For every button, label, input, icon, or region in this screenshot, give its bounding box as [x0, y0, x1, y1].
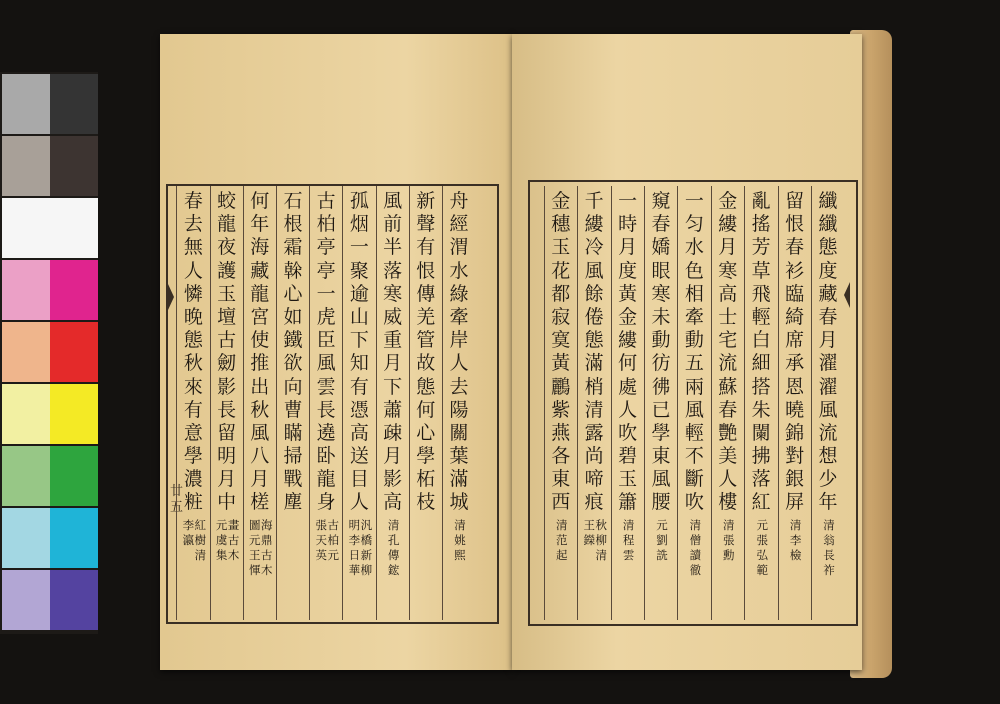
poem-attribution: 清 程 雲 [622, 518, 635, 562]
poem-attribution: 清 李 檢 [789, 518, 802, 562]
color-patch [50, 260, 98, 320]
poem-line: 舟 經 渭 水 綠 牽 岸 人 去 陽 關 葉 滿 城 [449, 190, 469, 514]
column-rule [442, 186, 443, 620]
color-patch [50, 136, 98, 196]
color-patch [2, 508, 50, 568]
poem-line: 亂 搖 芳 草 飛 輕 白 細 搭 朱 闌 拂 落 紅 [751, 190, 771, 514]
color-patch [50, 446, 98, 506]
column-rule [778, 186, 779, 620]
poem-attribution: 秋 柳 清 [595, 518, 607, 562]
poem-line: 金 縷 月 寒 高 士 宅 流 蘇 春 艷 美 人 樓 [718, 190, 738, 514]
poem-attribution: 古 柏 元 [327, 518, 339, 562]
poem-line: 古 柏 亭 亭 一 虎 臣 風 雲 長 遶 卧 龍 身 [316, 190, 336, 514]
poem-attribution: 清 翁 長 祚 [823, 518, 835, 577]
color-patch [2, 322, 50, 382]
poem-line: 新 聲 有 恨 傳 羌 管 故 態 何 心 學 柘 枝 [416, 190, 436, 514]
color-patch [50, 322, 98, 382]
column-rule [544, 186, 545, 620]
poem-line: 金 穗 玉 花 都 寂 寞 黃 鸝 紫 燕 各 東 西 [551, 190, 571, 514]
column-rule [744, 186, 745, 620]
color-patch [2, 570, 50, 630]
column-rule [409, 186, 410, 620]
color-patch [2, 198, 50, 258]
color-calibration-card [0, 72, 98, 634]
column-rule [677, 186, 678, 620]
poem-line: 春 去 無 人 憐 晚 態 秋 來 有 意 學 濃 粧 [183, 190, 203, 514]
color-patch [50, 508, 98, 568]
color-patch [50, 74, 98, 134]
poem-line: 留 恨 春 衫 臨 綺 席 承 恩 曉 錦 對 銀 屏 [785, 190, 805, 514]
poem-line: 窺 春 嬌 眼 寒 未 動 彷 彿 已 學 東 風 腰 [651, 190, 671, 514]
poem-attribution: 清 孔 傳 鋐 [387, 518, 400, 577]
color-patch [2, 260, 50, 320]
poem-attribution: 清 范 起 [556, 518, 568, 562]
color-patch [2, 74, 50, 134]
poem-attribution: 畫 古 木 [227, 518, 240, 562]
poem-line: 纖 纖 態 度 藏 春 月 濯 濯 風 流 想 少 年 [818, 190, 838, 514]
poem-attribution: 清 僧 讀 徹 [689, 518, 702, 577]
poem-line: 一 匀 水 色 相 牽 動 五 兩 風 輕 不 斷 吹 [684, 190, 704, 514]
column-rule [711, 186, 712, 620]
poem-line: 何 年 海 藏 龍 宮 使 推 出 秋 風 八 月 槎 [250, 190, 270, 514]
poem-line: 風 前 半 落 寒 威 重 月 下 蕭 疎 月 影 高 [383, 190, 403, 514]
color-patch [50, 384, 98, 444]
poem-attribution: 王 鑅 [583, 518, 595, 547]
poem-attribution: 海 鼎 古 木 [261, 518, 273, 577]
column-rule [309, 186, 310, 620]
color-patch [2, 446, 50, 506]
poem-attribution: 紅 樹 清 [194, 518, 207, 562]
poem-line: 石 根 霜 榦 心 如 鐵 欲 向 曹 瞞 掃 戰 塵 [283, 190, 303, 514]
fishtail-mark [844, 282, 850, 308]
poem-attribution: 清 張 勳 [723, 518, 735, 562]
poem-line: 蛟 龍 夜 護 玉 壇 古 劒 影 長 留 明 月 中 [217, 190, 237, 514]
poem-attribution: 元 虞 集 [215, 518, 228, 562]
poem-attribution: 張 天 英 [315, 518, 327, 562]
poem-attribution: 汎 橋 新 柳 [360, 518, 373, 577]
poem-attribution: 李 瀛 [182, 518, 195, 547]
column-rule [577, 186, 578, 620]
poem-attribution: 明 李 日 華 [348, 518, 361, 577]
poem-line: 一 時 月 度 黃 金 縷 何 處 人 吹 碧 玉 簫 [618, 190, 638, 514]
color-patch [2, 384, 50, 444]
color-patch [50, 198, 98, 258]
column-rule [176, 186, 177, 620]
leaf-number: 廿五 [170, 484, 184, 515]
color-patch [50, 570, 98, 630]
poem-line: 孤 烟 一 聚 逾 山 下 知 有 憑 高 送 目 人 [349, 190, 369, 514]
poem-attribution: 元 劉 詵 [656, 518, 668, 562]
poem-attribution: 清 姚 熙 [454, 518, 466, 562]
color-patch [2, 136, 50, 196]
poem-attribution: 元 張 弘 範 [756, 518, 768, 577]
column-rule [811, 186, 812, 620]
poem-line: 千 縷 冷 風 餘 倦 態 滿 梢 清 露 尚 啼 痕 [584, 190, 604, 514]
column-rule [644, 186, 645, 620]
poem-attribution: 圖 元 王 惲 [249, 518, 261, 577]
fishtail-mark [168, 284, 174, 310]
